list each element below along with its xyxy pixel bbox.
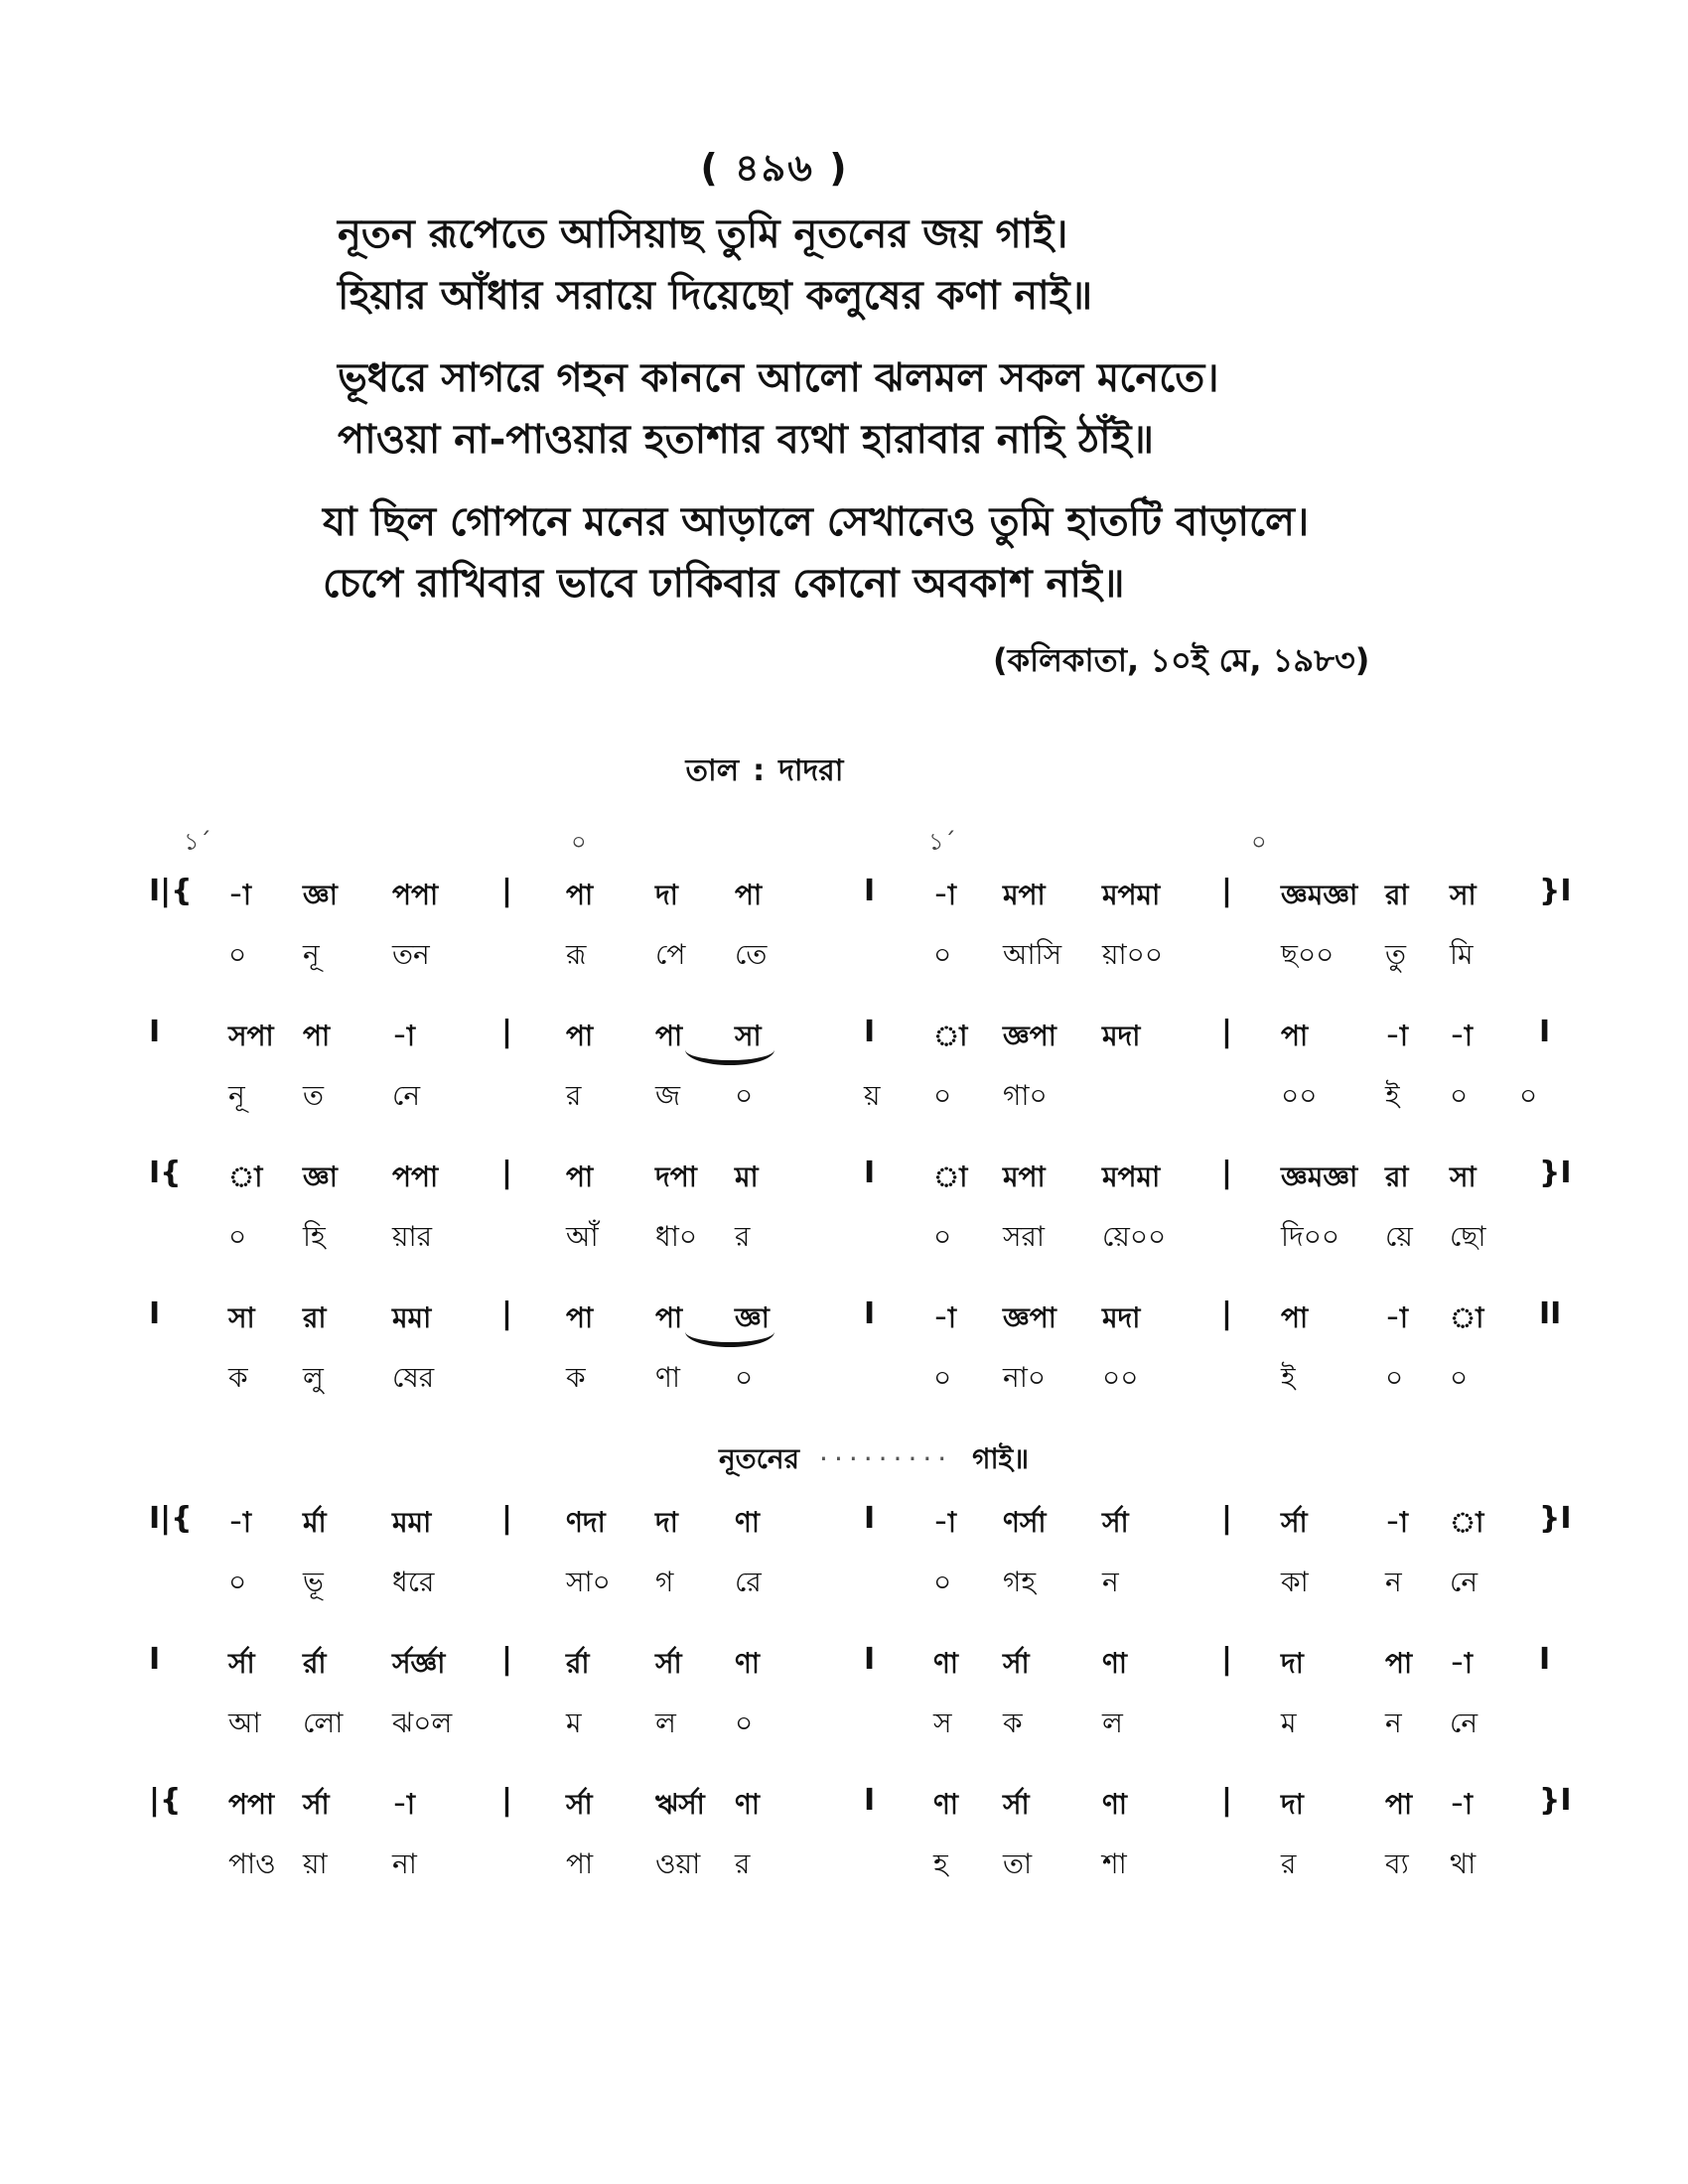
lyric-syllable: রূ — [566, 938, 587, 971]
lyric-syllable: ০ — [933, 1566, 952, 1598]
lyric-syllable: না — [392, 1847, 417, 1880]
tala-label: তাল — [685, 753, 740, 788]
sargam-note: র্মা — [303, 1506, 327, 1539]
lyric-syllable: ত — [303, 1079, 325, 1112]
sargam-note: রা — [1385, 879, 1409, 911]
sargam-note: র্সা — [655, 1647, 682, 1680]
tala-title — [0, 747, 1529, 797]
sargam-note: -া — [1385, 1020, 1409, 1052]
stanza-line: যা ছিল গোপনে মনের আড়ালে সেখানেও তুমি হাতটি বাড়ালে। — [323, 499, 1310, 545]
lyric-syllable: শা — [1102, 1847, 1127, 1880]
lyric-syllable: হ — [933, 1847, 948, 1880]
lyric-syllable: ওয়া — [655, 1847, 701, 1880]
bar-marker: }I — [1539, 1783, 1572, 1818]
sargam-note: জ্ঞমজ্ঞা — [1281, 1160, 1358, 1193]
sargam-note: মমা — [392, 1506, 432, 1539]
lyric-syllable: ল — [1102, 1706, 1123, 1739]
sargam-note: র্সা — [228, 1647, 255, 1680]
bar-marker: I — [864, 1783, 876, 1818]
sargam-note: পপা — [228, 1788, 275, 1821]
sargam-note: -া — [1450, 1647, 1474, 1680]
lyric-row — [149, 1215, 1559, 1297]
lyric-syllable: ০ — [228, 1566, 247, 1598]
lyric-syllable: গ — [655, 1566, 674, 1598]
sargam-note: -া — [1450, 1020, 1474, 1052]
lyric-syllable: ০০ — [1281, 1079, 1318, 1112]
sargam-note: রা — [1385, 1160, 1409, 1193]
stanza-line: হিয়ার আঁধার সরায়ে দিয়েছো কলুষের কণা নাই॥ — [338, 273, 1093, 319]
lyric-syllable: নূ — [303, 938, 320, 971]
sargam-note: পপা — [392, 1160, 439, 1193]
sargam-note: ণা — [933, 1788, 959, 1821]
lyric-syllable: ০ — [735, 1706, 754, 1739]
sargam-note: -া — [933, 1506, 957, 1539]
bar-marker: I — [149, 1642, 161, 1677]
bar-marker: I — [864, 1642, 876, 1677]
stanza — [338, 204, 1092, 327]
sargam-note: রা — [303, 1301, 327, 1334]
sargam-note: -া — [933, 879, 957, 911]
lyric-syllable: ন — [1385, 1566, 1402, 1598]
bar-marker: I — [1539, 1015, 1551, 1049]
lyric-syllable: সা০ — [566, 1566, 611, 1598]
bar-marker: }I — [1539, 1156, 1572, 1190]
sargam-note: সা — [228, 1301, 255, 1334]
lyric-syllable: ০ — [735, 1079, 754, 1112]
sargam-note: দা — [655, 879, 678, 911]
bar-marker: I|{ — [149, 1501, 193, 1536]
bar-marker: | — [1221, 1501, 1232, 1536]
lyric-syllable: জ — [655, 1079, 681, 1112]
sargam-note: র্সা — [1003, 1788, 1030, 1821]
bar-marker: |{ — [149, 1783, 182, 1818]
lyric-syllable: ম — [566, 1706, 582, 1739]
sargam-note: ণা — [1102, 1647, 1128, 1680]
sargam-note: র্সা — [303, 1788, 330, 1821]
bar-marker: | — [501, 1783, 512, 1818]
bar-marker: I — [864, 1156, 876, 1190]
lyric-syllable: র — [735, 1220, 751, 1253]
lyric-row — [149, 1702, 1559, 1783]
sargam-note: -া — [933, 1301, 957, 1334]
lyric-row — [149, 933, 1559, 1015]
sargam-row — [149, 1501, 1572, 1561]
lyric-syllable: গহ — [1003, 1566, 1037, 1598]
slur-mark — [685, 1034, 774, 1065]
lyric-syllable: ০ — [933, 1361, 952, 1394]
bar-marker: | — [501, 1015, 512, 1049]
sargam-note: -া — [392, 1020, 416, 1052]
sargam-note: দা — [655, 1506, 678, 1539]
sargam-note: মদা — [1102, 1301, 1141, 1334]
lyric-syllable: ০ — [933, 1079, 952, 1112]
lyric-syllable: রে — [735, 1566, 762, 1598]
lyric-syllable: স — [933, 1706, 952, 1739]
refrain-line — [149, 1437, 1559, 1501]
lyric-syllable: কা — [1281, 1566, 1309, 1598]
refrain-start: নূতনের — [718, 1442, 800, 1475]
stanza-line: পাওয়া না-পাওয়ার হতাশার ব্যথা হারাবার নাহি ঠাঁই॥ — [338, 417, 1155, 463]
bar-marker: | — [501, 1156, 512, 1190]
lyric-syllable: হি — [303, 1220, 326, 1253]
sargam-note: পা — [1385, 1788, 1413, 1821]
notation-lines — [149, 874, 1572, 1924]
sargam-note: ণা — [735, 1788, 761, 1821]
sargam-note: পা — [566, 1020, 594, 1052]
sargam-note: পপা — [392, 879, 439, 911]
sargam-row — [149, 1297, 1562, 1356]
sargam-note: মপা — [1003, 1160, 1046, 1193]
lyric-syllable: ধরে — [392, 1566, 435, 1598]
sargam-note: দা — [1281, 1788, 1304, 1821]
bar-marker: | — [501, 874, 512, 908]
sargam-note: পা — [1281, 1301, 1309, 1334]
sargam-note: র্সা — [566, 1788, 593, 1821]
lyric-syllable: নে — [1450, 1706, 1478, 1739]
lyric-syllable: নূ — [228, 1079, 245, 1112]
lyric-syllable: আসি — [1003, 938, 1062, 971]
sargam-note: পা — [566, 1301, 594, 1334]
stanza — [323, 491, 1309, 614]
tala-separator: : — [753, 753, 766, 788]
sargam-note: ঋর্সা — [655, 1788, 705, 1821]
beat-markers — [149, 824, 1559, 874]
refrain-end: গাই॥ — [972, 1442, 1030, 1475]
lyric-syllable: তন — [392, 938, 430, 971]
sargam-note: র্রা — [566, 1647, 590, 1680]
bar-marker: | — [1221, 1642, 1232, 1677]
lyric-syllable: পা — [566, 1847, 594, 1880]
lyric-syllable: ০ — [1519, 1079, 1538, 1112]
sargam-note: জ্ঞপা — [1003, 1301, 1056, 1334]
sargam-note: া — [933, 1160, 968, 1193]
lyric-syllable: সরা — [1003, 1220, 1046, 1253]
sargam-note: া — [1450, 1301, 1484, 1334]
bar-marker: | — [1221, 1156, 1232, 1190]
sargam-note: র্রা — [303, 1647, 327, 1680]
sargam-note: র্সর্জ্ঞা — [392, 1647, 446, 1680]
sargam-note: -া — [392, 1788, 416, 1821]
sargam-note: পা — [655, 1020, 683, 1052]
lyric-syllable: ল — [655, 1706, 676, 1739]
sargam-note: জ্ঞপা — [1003, 1020, 1056, 1052]
lyric-syllable: ধা০ — [655, 1220, 698, 1253]
lyric-syllable: ক — [566, 1361, 586, 1394]
bar-marker: }I — [1539, 1501, 1572, 1536]
sargam-note: া — [933, 1020, 968, 1052]
sargam-note: পা — [1281, 1020, 1309, 1052]
sargam-note: র্সা — [1003, 1647, 1030, 1680]
lyric-syllable: য়ার — [392, 1220, 433, 1253]
lyric-syllable: গা০ — [1003, 1079, 1048, 1112]
lyric-syllable: ক — [1003, 1706, 1023, 1739]
tala-name: দাদরা — [778, 753, 844, 788]
bar-marker: | — [1221, 1783, 1232, 1818]
lyric-syllable: লো — [303, 1706, 344, 1739]
beat-marker: ১´ — [184, 828, 211, 856]
sargam-note: পা — [303, 1020, 331, 1052]
lyric-syllable: তু — [1385, 938, 1407, 971]
sargam-note: সা — [1450, 879, 1477, 911]
bar-marker: I|{ — [149, 874, 193, 908]
bar-marker: I — [149, 1015, 161, 1049]
lyric-syllable: আঁ — [566, 1220, 599, 1253]
lyric-syllable: র — [735, 1847, 751, 1880]
sargam-row — [149, 1015, 1559, 1074]
lyric-syllable: ই — [1281, 1361, 1296, 1394]
bar-marker: }I — [1539, 874, 1572, 908]
lyric-syllable: দি০০ — [1281, 1220, 1340, 1253]
sargam-note: মপা — [1003, 879, 1046, 911]
notation-block — [149, 824, 1572, 1924]
lyric-syllable: য়া০০ — [1102, 938, 1164, 971]
sargam-note: র্সা — [1102, 1506, 1129, 1539]
lyric-syllable: ম — [1281, 1706, 1297, 1739]
bar-marker: I — [864, 1297, 876, 1331]
sargam-note: -া — [1385, 1301, 1409, 1334]
stanza-line: ভূধরে সাগরে গহন কাননে আলো ঝলমল সকল মনেতে। — [338, 355, 1219, 401]
sargam-note: সা — [735, 1020, 762, 1052]
sargam-note: -া — [228, 1506, 252, 1539]
lyric-syllable: য়ে০০ — [1102, 1220, 1167, 1253]
lyric-row — [149, 1356, 1559, 1437]
bar-marker: II — [1539, 1297, 1562, 1331]
sargam-note: -া — [1450, 1788, 1474, 1821]
lyric-syllable: পাও — [228, 1847, 276, 1880]
sargam-note: ণা — [933, 1647, 959, 1680]
sargam-note: জ্ঞা — [303, 1160, 338, 1193]
lyric-row — [149, 1074, 1559, 1156]
sargam-row — [149, 1642, 1559, 1702]
lyric-syllable: ই — [1385, 1079, 1400, 1112]
lyric-syllable: ন — [1385, 1706, 1402, 1739]
lyric-syllable: ষের — [392, 1361, 435, 1394]
sargam-note: দা — [1281, 1647, 1304, 1680]
lyric-syllable: তা — [1003, 1847, 1033, 1880]
sargam-note: -া — [1385, 1506, 1409, 1539]
lyric-syllable: নে — [1450, 1566, 1478, 1598]
bar-marker: I{ — [149, 1156, 182, 1190]
lyric-syllable: মি — [1450, 938, 1474, 971]
sargam-note: ণর্সা — [1003, 1506, 1047, 1539]
lyric-syllable: ণা — [655, 1361, 681, 1394]
page-number: ( ৪৯৬ ) — [700, 146, 849, 190]
lyric-syllable: ০ — [228, 938, 247, 971]
beat-marker: ০ — [1251, 828, 1267, 856]
sargam-note: পা — [1385, 1647, 1413, 1680]
place-date: (কলিকাতা, ১০ই মে, ১৯৮৩) — [993, 641, 1370, 679]
sargam-note: সপা — [228, 1020, 274, 1052]
bar-marker: | — [1221, 1015, 1232, 1049]
lyric-syllable: ঝ০ল — [392, 1706, 453, 1739]
lyric-syllable: লু — [303, 1361, 324, 1394]
lyric-syllable: আ — [228, 1706, 261, 1739]
sargam-note: মমা — [392, 1301, 432, 1334]
bar-marker: | — [501, 1297, 512, 1331]
sargam-note: পা — [735, 879, 763, 911]
sargam-note: ণা — [735, 1506, 761, 1539]
stanza-line: চেপে রাখিবার ভাবে ঢাকিবার কোনো অবকাশ নাই॥ — [323, 561, 1125, 607]
sargam-note: -া — [228, 879, 252, 911]
lyric-syllable: য়ে — [1385, 1220, 1413, 1253]
bar-marker: I — [864, 1015, 876, 1049]
sargam-note: মা — [735, 1160, 759, 1193]
lyric-syllable: ০ — [1450, 1361, 1469, 1394]
lyric-syllable: তে — [735, 938, 768, 971]
stanza-line: নূতন রূপেতে আসিয়াছ তুমি নূতনের জয় গাই। — [338, 211, 1068, 257]
bar-marker: I — [864, 874, 876, 908]
sargam-note: মদা — [1102, 1020, 1141, 1052]
lyric-syllable: ন — [1102, 1566, 1119, 1598]
lyric-syllable: ০০ — [1102, 1361, 1139, 1394]
sargam-note: জ্ঞা — [303, 879, 338, 911]
sargam-note: মপমা — [1102, 879, 1161, 911]
sargam-note: সা — [1450, 1160, 1477, 1193]
lyric-syllable: ০ — [228, 1220, 247, 1253]
slur-mark — [685, 1316, 774, 1347]
bar-marker: | — [1221, 1297, 1232, 1331]
lyric-syllable: র — [566, 1079, 582, 1112]
lyric-row — [149, 1561, 1559, 1642]
sargam-note: র্সা — [1281, 1506, 1308, 1539]
bar-marker: | — [501, 1642, 512, 1677]
sargam-note: ণদা — [566, 1506, 606, 1539]
lyric-syllable: নে — [392, 1079, 421, 1112]
bar-marker: I — [1539, 1642, 1551, 1677]
lyric-syllable: ক — [228, 1361, 248, 1394]
lyric-syllable: ০ — [933, 938, 952, 971]
refrain-dots: ········· — [819, 1442, 953, 1475]
lyric-syllable: ০ — [735, 1361, 754, 1394]
lyric-syllable: য় — [864, 1079, 881, 1112]
lyric-syllable: ০ — [933, 1220, 952, 1253]
lyric-syllable: থা — [1450, 1847, 1477, 1880]
sargam-note: দপা — [655, 1160, 697, 1193]
beat-marker: ০ — [571, 828, 587, 856]
lyric-syllable: ব্য — [1385, 1847, 1409, 1880]
stanza — [338, 347, 1219, 471]
sargam-row — [149, 1783, 1572, 1843]
sargam-note: া — [228, 1160, 263, 1193]
lyric-syllable: ছো — [1450, 1220, 1486, 1253]
lyric-syllable: পে — [655, 938, 686, 971]
sargam-note: পা — [655, 1301, 683, 1334]
sargam-note: পা — [566, 1160, 594, 1193]
lyric-syllable: র — [1281, 1847, 1297, 1880]
sargam-note: জ্ঞমজ্ঞা — [1281, 879, 1358, 911]
sargam-note: ণা — [1102, 1788, 1128, 1821]
sargam-row — [149, 874, 1572, 933]
sargam-note: মপমা — [1102, 1160, 1161, 1193]
lyric-syllable: য়া — [303, 1847, 328, 1880]
lyric-syllable: না০ — [1003, 1361, 1047, 1394]
bar-marker: I — [864, 1501, 876, 1536]
sargam-row — [149, 1156, 1572, 1215]
beat-marker: ১´ — [928, 828, 956, 856]
bar-marker: | — [1221, 874, 1232, 908]
sargam-note: পা — [566, 879, 594, 911]
sargam-note: ণা — [735, 1647, 761, 1680]
lyric-row — [149, 1843, 1559, 1924]
sargam-note: জ্ঞা — [735, 1301, 770, 1334]
bar-marker: I — [149, 1297, 161, 1331]
bar-marker: | — [501, 1501, 512, 1536]
lyric-syllable: ছ০০ — [1281, 938, 1335, 971]
lyric-syllable: ০ — [1385, 1361, 1404, 1394]
lyric-syllable: ভূ — [303, 1566, 324, 1598]
lyric-syllable: ০ — [1450, 1079, 1469, 1112]
sargam-note: া — [1450, 1506, 1484, 1539]
